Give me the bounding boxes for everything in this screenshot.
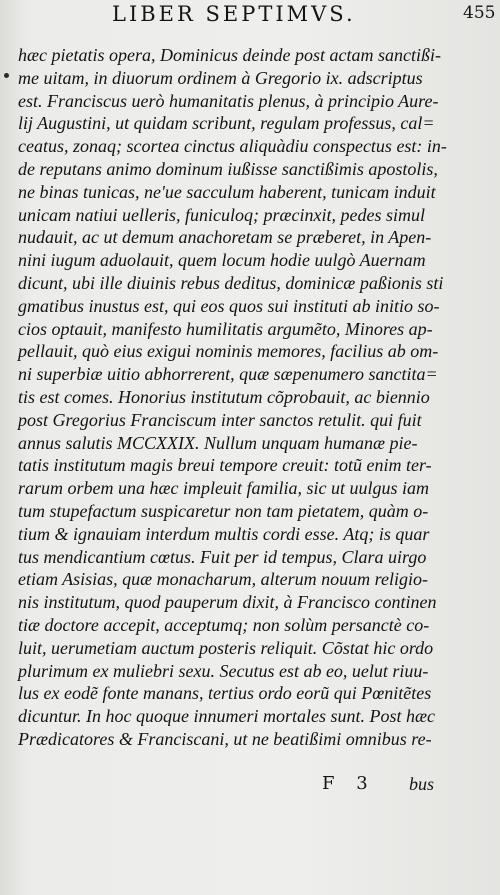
text-line: est. Franciscus uerò humanitatis plenus, à principio Aure- bbox=[18, 90, 439, 111]
page-footer bbox=[0, 773, 500, 803]
text-line: dicunt, ubi ille diuinis rebus deditus, dominicæ paßionis sti bbox=[18, 272, 444, 293]
text-line: tus mendicantium cœtus. Fuit per id tempus, Clara uirgo bbox=[18, 546, 427, 567]
text-line: tiæ doctore accepit, acceptumq; non solùm persanctè co- bbox=[18, 614, 430, 635]
text-line: tis est comes. Honorius institutum cõprobauit, ac biennio bbox=[18, 386, 430, 407]
page-number: 455 bbox=[463, 3, 496, 23]
text-line: me uitam, in diuorum ordinem à Gregorio ix. adscriptus bbox=[18, 67, 423, 88]
catchword: bus bbox=[409, 774, 435, 794]
text-line: hæc pietatis opera, Dominicus deinde post actam sanctißi- bbox=[18, 45, 441, 65]
text-line: nis institutum, quod pauperum dixit, à Francisco continen bbox=[18, 592, 437, 613]
text-line: de reputans animo dominum iußisse sanctißimis apostolis, bbox=[18, 158, 438, 179]
text-line: annus salutis MCCXXIX. Nullum unquam humanæ pie- bbox=[18, 432, 418, 453]
text-line: gmatibus inustus est, qui eos quos sui instituti ab initio so- bbox=[18, 295, 440, 316]
text-line: ceatus, zonaq; scortea cinctus aliquàdiu conspectus est: in- bbox=[18, 136, 447, 157]
text-line: plurimum ex muliebri sexu. Secutus est ab eo, uelut riuu- bbox=[18, 660, 429, 681]
text-line: nini iugum aduolauit, quem locum hodie uulgò Auernam bbox=[18, 250, 426, 271]
text-line: tum stupefactum suspicaretur non tam pietatem, quàm o- bbox=[18, 500, 429, 521]
text-line: dicuntur. In hoc quoque innumeri mortales sunt. Post hæc bbox=[18, 706, 435, 727]
running-title: LIBER SEPTIMVS. bbox=[112, 2, 356, 26]
text-line: Prædicatores & Franciscani, ut ne beatißimi omnibus re- bbox=[18, 728, 432, 749]
body-text bbox=[18, 44, 484, 751]
text-line: ne binas tunicas, ne'ue sacculum haberent, tunicam induit bbox=[18, 181, 436, 202]
text-line: tium & ignauiam interdum multis cordi esse. Atq; is quar bbox=[18, 523, 430, 544]
signature-mark: F 3 bbox=[322, 773, 376, 794]
text-line: cios optauit, manifesto humilitatis argumẽto, Minores ap- bbox=[18, 318, 433, 339]
text-line: ni superbiæ uitio abhorrerent, quæ sæpenumero sanctita= bbox=[18, 364, 438, 385]
text-line: tatis institutum magis breui tempore creuit: totũ enim ter- bbox=[18, 455, 432, 476]
text-line: lij Augustini, ut quidam scribunt, regulam professus, cal= bbox=[18, 113, 435, 134]
margin-mark bbox=[4, 73, 9, 78]
page-header bbox=[0, 0, 500, 40]
text-line: unicam natiui uelleris, funiculoq; præcinxit, pedes simul bbox=[18, 204, 425, 225]
text-line: nudauit, ac ut demum anachoretam se præberet, in Apen- bbox=[18, 227, 432, 248]
text-line: rarum orbem una hæc impleuit familia, sic ut uulgus iam bbox=[18, 478, 429, 499]
text-line: post Gregorius Franciscum inter sanctos retulit. qui fuit bbox=[18, 409, 422, 430]
text-line: lus ex eodẽ fonte manans, tertius ordo eorũ qui Pœnitẽtes bbox=[18, 683, 432, 704]
text-line: pellauit, quò eius exigui nominis memores, facilius ab om- bbox=[18, 341, 439, 362]
text-line: etiam Asisias, quæ monacharum, alterum nouum religio- bbox=[18, 569, 428, 590]
text-line: luit, uerumetiam auctum posteris reliquit. Cõstat hic ordo bbox=[18, 637, 434, 658]
